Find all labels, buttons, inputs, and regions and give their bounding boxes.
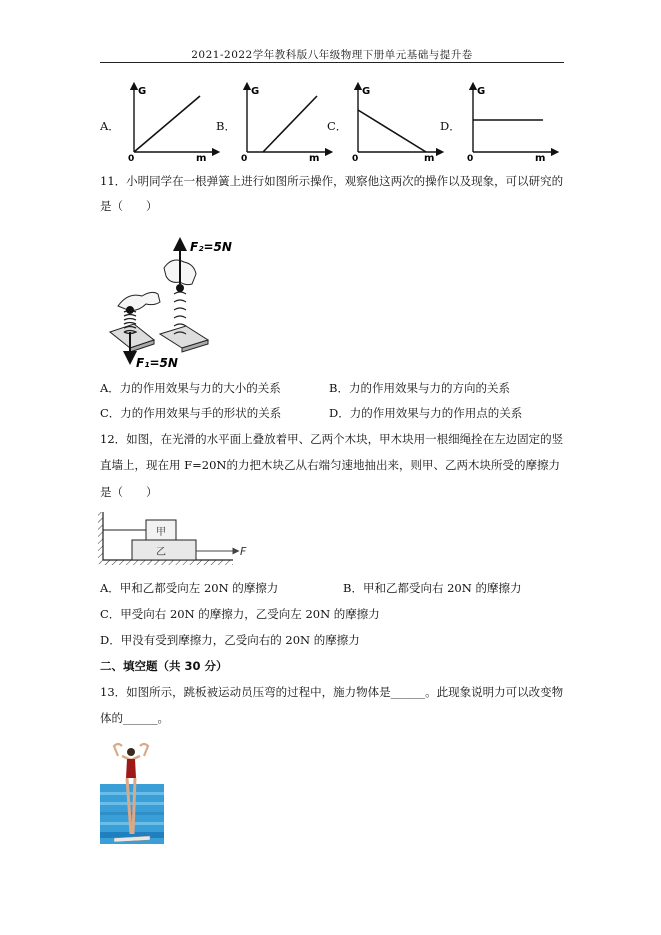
q12-option-c: C．甲受向右 20N 的摩擦力，乙受向左 20N 的摩擦力 [100,607,380,621]
q10-graph-d-origin: 0 [467,154,474,162]
q11-stem-line2: 是（ ） [100,199,158,213]
q12-block-top-label: 甲 [156,527,166,538]
q10-option-c-letter: C． [327,119,348,133]
q12-option-d: D．甲没有受到摩擦力，乙受向右的 20N 的摩擦力 [100,633,360,647]
q10-graph-b-g-label: G [251,86,260,97]
q10-option-b-letter: B． [216,119,236,133]
q10-graph-d [463,82,561,162]
q12-stem-line2: 直墙上，现在用 F=20N的力把木块乙从右端匀速地抽出来，则甲、乙两木块所受的摩擦力 [100,458,560,472]
q10-graph-c-m-label: m [424,153,435,162]
q11-spring-figure [104,236,244,370]
q10-graph-c [348,82,446,162]
q11-option-d: D．力的作用效果与力的作用点的关系 [329,406,523,420]
q10-graph-b-m-label: m [309,153,320,162]
q10-option-d-letter: D． [440,119,461,133]
q10-graph-c-line [358,110,426,152]
q10-graph-d-g-label: G [477,86,486,97]
page-header: 2021-2022学年教科版八年级物理下册单元基础与提升卷 [191,49,473,61]
q10-graph-a-g-label: G [138,86,147,97]
q12-block-bottom-label: 乙 [156,547,166,558]
q10-graph-c-origin: 0 [352,154,359,162]
q13-stem-line2: 体的______。 [100,711,169,725]
q11-f1-label: F₁=5N [136,356,178,370]
q11-option-a: A．力的作用效果与力的大小的关系 [100,381,281,395]
header-divider [100,62,564,63]
q13-stem-line1: 13．如图所示，跳板被运动员压弯的过程中，施力物体是______。此现象说明力可以改变物 [100,685,564,699]
q10-graph-d-m-label: m [535,153,546,162]
q12-blocks-figure [98,508,258,568]
q12-stem-line1: 12．如图，在光滑的水平面上叠放着甲、乙两个木块，甲木块用一根细绳拴在左边固定的竖 [100,432,564,446]
q10-graph-b-origin: 0 [241,154,248,162]
q10-graph-a-origin: 0 [128,154,135,162]
q11-option-b: B．力的作用效果与力的方向的关系 [329,381,510,395]
q10-graph-a-m-label: m [196,153,207,162]
section-title: 二、填空题（共 30 分） [100,659,228,673]
q11-stem-line1: 11．小明同学在一根弹簧上进行如图所示操作，观察他这两次的操作以及现象，可以研究的 [100,174,564,188]
q10-graph-c-g-label: G [362,86,371,97]
q11-f2-label: F₂=5N [190,240,232,254]
q10-graph-b [237,82,335,162]
q12-option-a: A．甲和乙都受向左 20N 的摩擦力 [100,581,279,595]
q10-graph-a [124,82,222,162]
q12-option-b: B．甲和乙都受向右 20N 的摩擦力 [343,581,522,595]
q12-force-label: F [240,545,247,558]
q10-graph-a-line [134,96,200,152]
q10-option-a-letter: A． [100,119,120,133]
q10-graph-b-line [263,96,317,152]
q13-diver-photo [100,740,164,844]
q11-option-c: C．力的作用效果与手的形状的关系 [100,406,282,420]
q12-stem-line3: 是（ ） [100,485,158,499]
